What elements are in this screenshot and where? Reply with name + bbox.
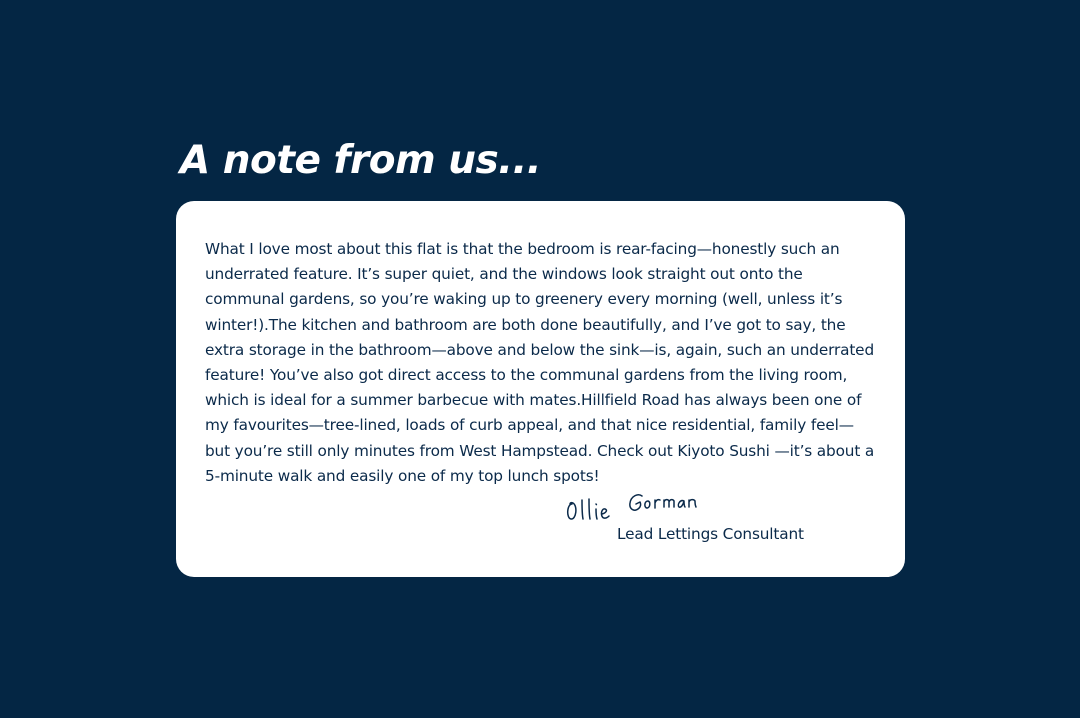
signoff-title: Lead Lettings Consultant [617, 525, 804, 543]
note-body: What I love most about this flat is that the bedroom is rear-facing—honestly such an underrated feature. It’s super quiet, and the windows look straight out onto the communal gardens, so you’re waking up to greenery every morning (well, unless it’s winter!).The kitchen and bathroom are both done beautifully, and I’ve got to say, the extra storage in the bathroom—above and below the sink—is, again, such an underrated feature! You’ve also got direct access to the communal gardens from the living room, which is ideal for a summer barbecue with mates.Hillfield Road has always been one of my favourites—tree-lined, loads of curb appeal, and that nice residential, family feel—but you’re still only minutes from West Hampstead. Check out Kiyoto Sushi —it’s about a 5-minute walk and easily one of my top lunch spots! [205, 240, 875, 485]
page-title: A note from us... [180, 138, 542, 183]
note-card [176, 201, 905, 577]
signature [564, 490, 724, 526]
